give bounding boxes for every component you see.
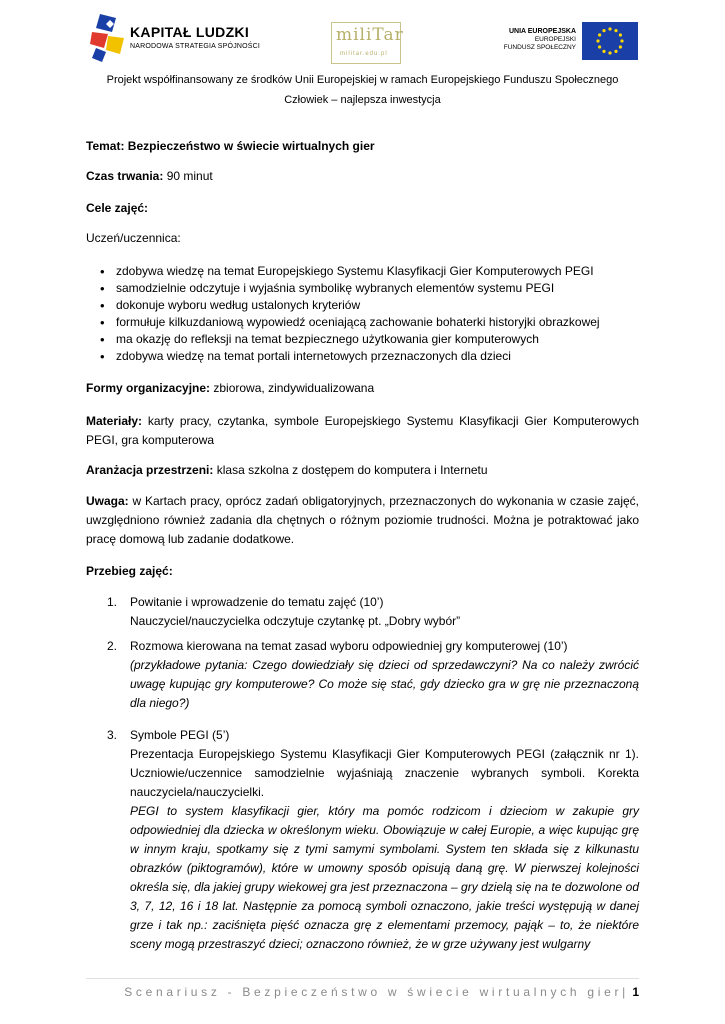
kapital-ludzki-title: KAPITAŁ LUDZKI	[130, 24, 250, 40]
motto-text: Człowiek – najlepsza inwestycja	[284, 94, 441, 106]
step-number: 3.	[107, 728, 118, 742]
step-number: 2.	[107, 639, 118, 653]
forms-line	[86, 379, 639, 398]
kapital-ludzki-logo	[90, 14, 260, 62]
student-label: Uczeń/uczennica:	[86, 231, 181, 245]
step-number: 1.	[107, 595, 118, 609]
goal-item: • zdobywa wiedzę na temat portali internetowych przeznaczonych dla dzieci	[86, 348, 639, 365]
materials-label: Materiały:	[86, 414, 143, 428]
forms-value: zbiorowa, zindywidualizowana	[213, 381, 375, 395]
space-line	[86, 461, 639, 480]
topic-line	[86, 137, 639, 156]
eu-line-3: FUNDUSZ SPOŁECZNY	[503, 44, 576, 51]
eu-line-1: UNIA EUROPEJSKA	[508, 28, 576, 35]
forms-label: Formy organizacyjne:	[86, 381, 211, 395]
goals-list	[86, 263, 639, 365]
course-heading: Przebieg zajęć:	[86, 564, 173, 578]
step-3	[86, 726, 639, 954]
step-italic-text: PEGI to system klasyfikacji gier, który ma pomóc rodzicom i dzieciom w zakupie gry odpowiedniej dla dziecka w określonym wieku. Obowiązuje w całej Europie, a więc kupując grę w innym kraju, spotkamy się z tymi samymi symbolami. System ten składa się z kilkunastu obrazków (piktogramów), które w umowny sposób opisują daną grę. W pierwszej kolejności określa się, dla jakiej grupy wiekowej gra jest przeznaczona – gry dzielą się na te dozwolone od 3, 7, 12, 16 i 18 lat. Następnie za pomocą symboli oznaczono, jakie treści występują w danej grze i tak np.: zaciśnięta pięść oznacza grę z elementami przemocy, pająk – to, że niektóre sceny mogą przestraszyć dzieci; oznaczono również, że w grze używany jest wulgarny	[130, 804, 639, 951]
step-title: Rozmowa kierowana na temat zasad wyboru odpowiedniej gry komputerowej (10’)	[130, 639, 568, 653]
materials-value: karty pracy, czytanka, symbole Europejskiego Systemu Klasyfikacji Gier Komputerowych PEGI, gra komputerowa	[86, 414, 639, 447]
space-label: Aranżacja przestrzeni:	[86, 463, 214, 477]
space-value: klasa szkolna z dostępem do komputera i Internetu	[216, 463, 488, 477]
kapital-ludzki-emblem-icon	[90, 14, 126, 62]
goal-item: • formułuje kilkuzdaniową wypowiedź oceniającą zachowanie bohaterki historyjki obrazkowej	[86, 314, 639, 331]
step-text: Nauczyciel/nauczycielka odczytuje czytankę pt. „Dobry wybór”	[130, 614, 461, 628]
goal-item: • zdobywa wiedzę na temat Europejskiego Systemu Klasyfikacji Gier Komputerowych PEGI	[86, 263, 639, 280]
eu-flag-icon	[582, 22, 638, 60]
page-header	[0, 0, 725, 115]
militar-url: militar.edu.pl	[340, 51, 388, 57]
page-footer	[124, 985, 639, 999]
militar-name: miliTar	[336, 25, 404, 45]
note-value: w Kartach pracy, oprócz zadań obligatoryjnych, przeznaczonych do wykonania w czasie zajęć, uwzględniono również zadania dla chętnych o różnym poziomie trudności. Można je potraktować jako pracę domową lub zadanie dodatkowe.	[86, 494, 639, 546]
duration-line	[86, 167, 639, 186]
duration-label: Czas trwania:	[86, 169, 164, 183]
step-title: Powitanie i wprowadzenie do tematu zajęć (10’)	[130, 595, 384, 609]
kapital-ludzki-subtitle: NARODOWA STRATEGIA SPÓJNOŚCI	[130, 43, 261, 50]
eu-logo	[498, 22, 638, 64]
militar-logo	[331, 22, 404, 64]
topic-value: Bezpieczeństwo w świecie wirtualnych gier	[127, 139, 375, 153]
page-number: 1	[632, 985, 639, 999]
step-2	[86, 637, 639, 713]
eu-line-2: EUROPEJSKI	[534, 36, 576, 43]
eu-text	[504, 28, 576, 52]
goals-heading: Cele zajęć:	[86, 201, 149, 215]
footer-title: Scenariusz - Bezpieczeństwo w świecie wirtualnych gier	[124, 985, 623, 999]
goal-item: • samodzielnie odczytuje i wyjaśnia symbolikę wybranych elementów systemu PEGI	[86, 280, 639, 297]
topic-label: Temat:	[86, 139, 125, 153]
step-title: Symbole PEGI (5’)	[130, 728, 230, 742]
step-1	[86, 593, 639, 631]
footer-separator: |	[622, 985, 629, 999]
note-paragraph	[86, 492, 639, 549]
goal-item: • ma okazję do refleksji na temat bezpiecznego użytkowania gier komputerowych	[86, 331, 639, 348]
step-text: Prezentacja Europejskiego Systemu Klasyfikacji Gier Komputerowych PEGI (załącznik nr 1). Uczniowie/uczennice samodzielnie wyjaśniają znaczenie wybranych symboli. Korekta nauczyciela/nauczycielki.	[130, 747, 639, 799]
goal-item: • dokonuje wyboru według ustalonych kryteriów	[86, 297, 639, 314]
footer-divider	[86, 978, 639, 979]
duration-value: 90 minut	[166, 169, 213, 183]
note-label: Uwaga:	[86, 494, 129, 508]
materials-paragraph	[86, 412, 639, 450]
step-italic-text: (przykładowe pytania: Czego dowiedziały się dzieci od sprzedawczyni? Na co należy zwrócić uwagę kupując gry komputerowe? Co może się stać, gdy dziecko gra w grę nie przeznaczoną dla niego?)	[130, 658, 639, 710]
cofinancing-text: Projekt współfinansowany ze środków Unii Europejskiej w ramach Europejskiego Funduszu Społecznego	[106, 74, 619, 86]
